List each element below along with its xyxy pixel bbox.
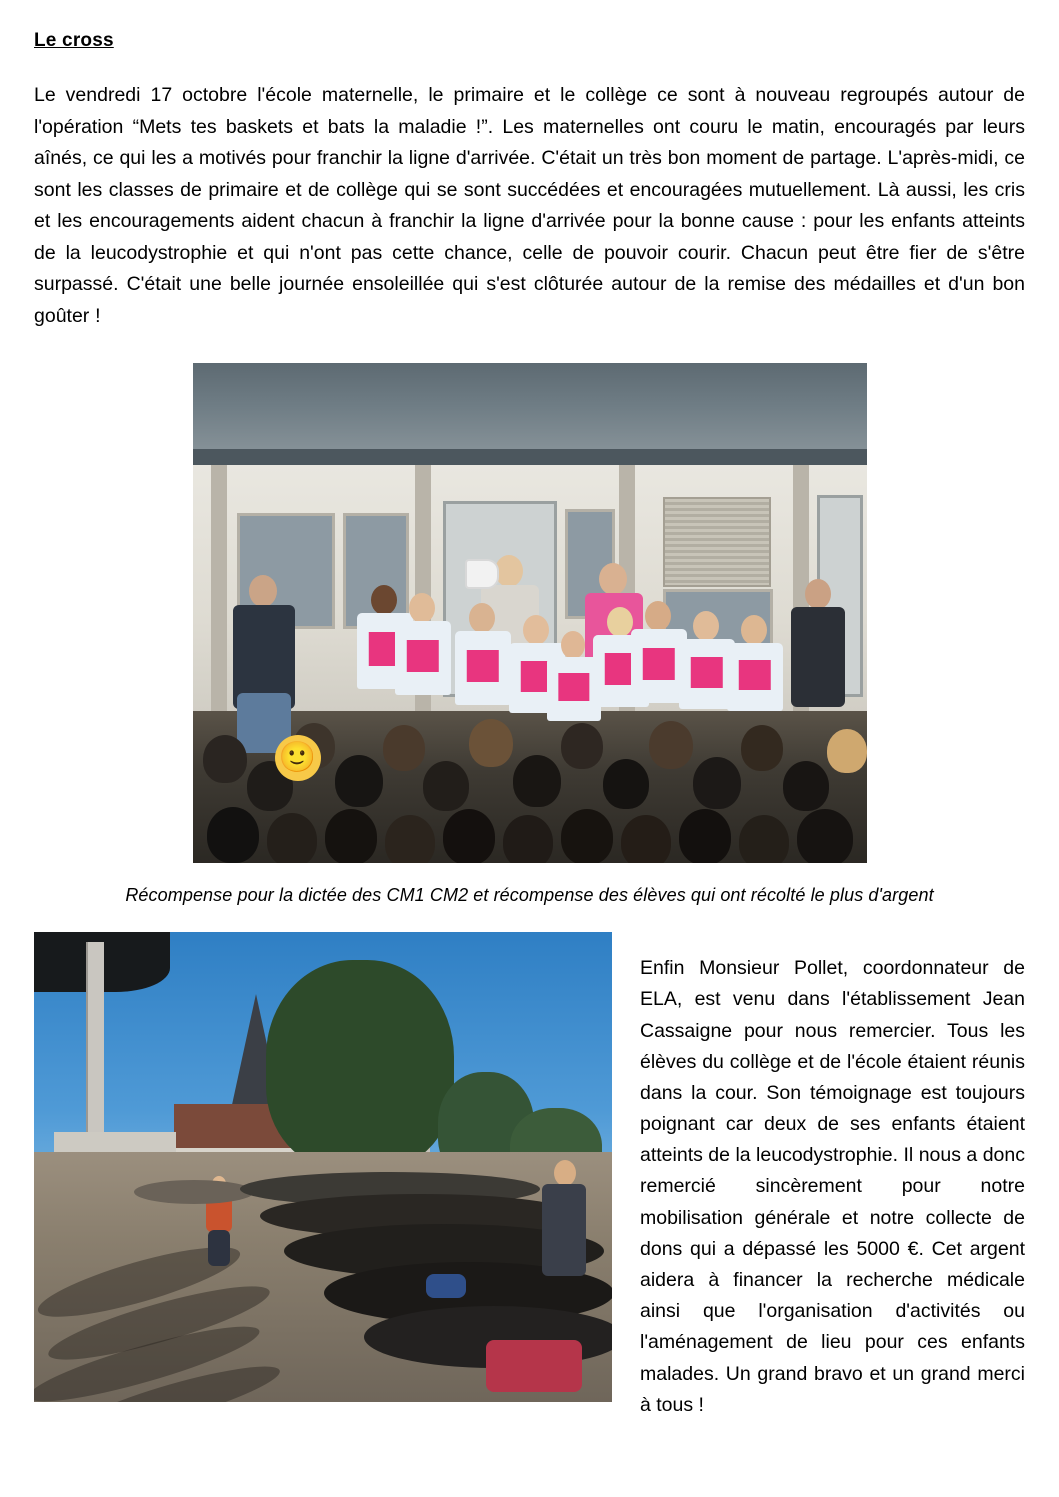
crowd-head	[621, 815, 671, 863]
ela-tshirt	[395, 621, 451, 695]
lower-section	[34, 932, 1025, 1441]
person-body	[542, 1184, 586, 1276]
page-title: Le cross	[34, 30, 114, 51]
child-head	[607, 607, 633, 637]
photo-school-award-ceremony	[193, 363, 867, 863]
crowd-head	[469, 719, 513, 767]
crowd-head	[827, 729, 867, 773]
crowd-head	[603, 759, 649, 809]
crowd-head	[335, 755, 383, 807]
crowd-head	[739, 815, 789, 863]
figure-caption: Récompense pour la dictée des CM1 CM2 et récompense des élèves qui ont récolté le plus d'argent	[125, 884, 934, 905]
crowd-head	[679, 809, 731, 863]
child-head	[409, 593, 435, 623]
backpack	[486, 1340, 582, 1392]
person-head	[805, 579, 831, 609]
crowd-head	[503, 815, 553, 863]
crowd-row	[134, 1180, 254, 1204]
smiley-face-overlay-icon: 🙂	[275, 735, 321, 781]
person-body	[791, 607, 845, 707]
crowd-head	[423, 761, 469, 811]
backpack	[426, 1274, 466, 1298]
crowd-head	[383, 725, 425, 771]
crowd-head	[649, 721, 693, 769]
child-head	[693, 611, 719, 641]
support-beam	[211, 465, 227, 725]
ela-tshirt	[455, 631, 511, 705]
photo-schoolyard-gathering	[34, 932, 612, 1402]
ela-tshirt	[727, 643, 783, 711]
child-head	[371, 585, 397, 615]
child-head	[741, 615, 767, 645]
crowd-head	[513, 755, 561, 807]
child-head	[523, 615, 549, 645]
crowd-head	[385, 815, 435, 863]
person-head	[554, 1160, 576, 1186]
crowd-head	[561, 809, 613, 863]
side-paragraph: Enfin Monsieur Pollet, coordonnateur de ELA, est venu dans l'établissement Jean Cassaigne pour nous remercier. Tous les élèves du collège et de l'école étaient réunis dans la cour. Son témoignage est toujours poignant car deux de ses enfants étaient atteints de la leucodystrophie. Il nous a donc remercié sincèrement pour notre mobilisation générale et notre collecte de dons qui a dépassé les 5000 €. Cet argent aidera à financer la recherche médicale ainsi que l'organisation d'activités ou l'aménagement de lieu pour ces enfants malades. Un grand bravo et un grand merci à tous !	[640, 957, 1025, 1416]
crowd-head	[797, 809, 853, 863]
child-head	[469, 603, 495, 633]
person-head	[249, 575, 277, 607]
crowd-head	[203, 735, 247, 783]
megaphone-icon	[465, 559, 499, 589]
top-figure	[34, 363, 1025, 906]
speaker-legs	[208, 1230, 230, 1266]
person-head	[599, 563, 627, 595]
window-shutter	[663, 497, 771, 587]
person-head	[495, 555, 523, 587]
crowd-head	[325, 809, 377, 863]
tree	[266, 960, 454, 1170]
crowd-head	[561, 723, 603, 769]
crowd-head	[693, 757, 741, 809]
crowd-head	[207, 807, 259, 863]
child-head	[561, 631, 585, 659]
crowd-head	[443, 809, 495, 863]
crowd-head	[783, 761, 829, 811]
canopy-roof	[193, 363, 867, 459]
canopy-edge	[193, 449, 867, 465]
main-paragraph: Le vendredi 17 octobre l'école maternelle, le primaire et le collège ce sont à nouveau regroupés autour de l'opération “Mets tes baskets et bats la maladie !”. Les maternelles ont couru le matin, encouragés par leurs aînés, ce qui les a motivés pour franchir la ligne d'arrivée. C'était un très bon moment de partage. L'après-midi, ce sont les classes de primaire et de collège qui se sont succédées et encouragées mutuellement. Là aussi, les cris et les encouragements aident chacun à franchir la ligne d'arrivée pour la bonne cause : pour les enfants atteints de la leucodystrophie et qui n'ont pas cette chance, celle de pouvoir courir. Chacun peut être fier de s'être surpassé. C'était une belle journée ensoleillée qui s'est clôturée autour de la remise des médailles et d'un bon goûter !	[34, 84, 1025, 328]
crowd-head	[741, 725, 783, 771]
crowd-head	[267, 813, 317, 863]
child-head	[645, 601, 671, 631]
